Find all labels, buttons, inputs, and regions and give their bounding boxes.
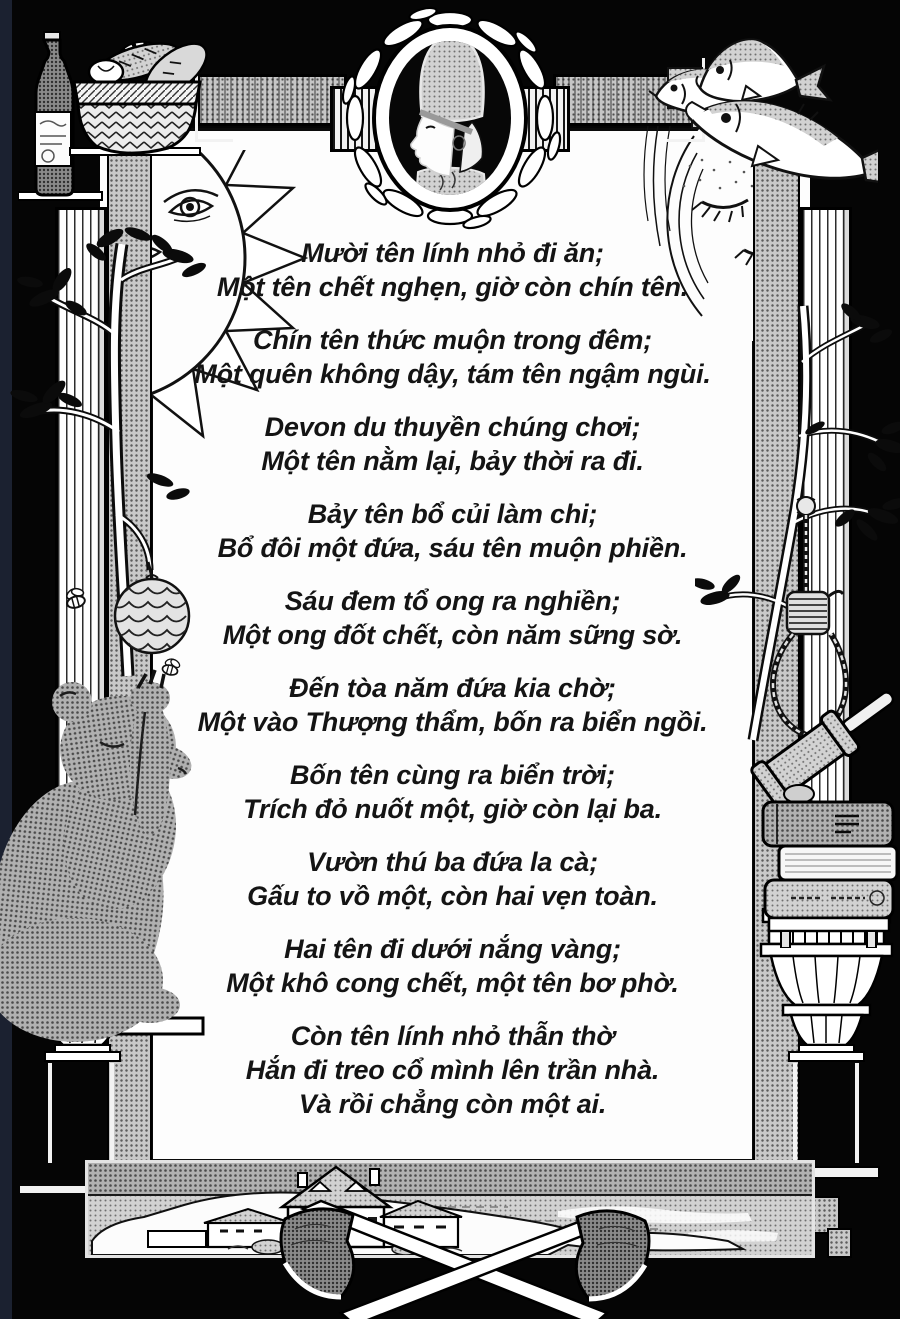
poem-line: Bảy tên bổ củi làm chi; bbox=[307, 499, 598, 529]
bee-icon bbox=[63, 585, 88, 610]
left-pedestal-line bbox=[110, 1063, 114, 1163]
soldier-cameo-icon bbox=[322, 4, 578, 244]
poem-line: Devon du thuyền chúng chơi; bbox=[264, 412, 641, 442]
poem-line: Bổ đôi một đứa, sáu tên muộn phiền. bbox=[217, 533, 688, 563]
poem-line: Bốn tên cùng ra biển trời; bbox=[290, 760, 615, 790]
right-pedestal-line bbox=[793, 1063, 797, 1163]
poem-line: Mười tên lính nhỏ đi ăn; bbox=[301, 238, 604, 268]
poem-line: Còn tên lính nhỏ thẫn thờ bbox=[290, 1021, 615, 1051]
poem-line: Đến tòa năm đứa kia chờ; bbox=[289, 673, 616, 703]
poem-stanza bbox=[170, 323, 735, 391]
poem-line: Hắn đi treo cổ mình lên trần nhà. bbox=[245, 1055, 660, 1085]
gavel-icon bbox=[750, 688, 900, 808]
poem-stanza bbox=[170, 845, 735, 913]
poem-line: Trích đỏ nuốt một, giờ còn lại ba. bbox=[243, 794, 662, 824]
axe-blade-left bbox=[281, 1209, 354, 1297]
crossed-axes-icon bbox=[255, 1185, 675, 1319]
poem-line: Chín tên thức muộn trong đêm; bbox=[253, 325, 652, 355]
poem-line: Gấu to vồ một, còn hai vẹn toàn. bbox=[247, 881, 658, 911]
fish-big bbox=[686, 101, 878, 184]
poem-line: Một quên không dậy, tám tên ngậm ngùi. bbox=[194, 359, 711, 389]
poem-stanza bbox=[170, 497, 735, 565]
poem-stanza bbox=[170, 932, 735, 1000]
poem-text bbox=[170, 236, 735, 1140]
right-pedestal-line bbox=[855, 1063, 859, 1163]
poem-line: Vườn thú ba đứa la cà; bbox=[307, 847, 598, 877]
poem-stanza bbox=[170, 1019, 735, 1121]
left-pedestal-line bbox=[48, 1063, 52, 1163]
axe-blade-right bbox=[576, 1211, 649, 1299]
poem-stanza bbox=[170, 671, 735, 739]
gavel-books-icon bbox=[735, 688, 900, 948]
poem-line: Sáu đem tổ ong ra nghiền; bbox=[284, 586, 621, 616]
basket-body bbox=[78, 104, 196, 153]
poem-line: Một tên chết nghẹn, giờ còn chín tên. bbox=[216, 272, 689, 302]
book-stack bbox=[763, 802, 897, 918]
basket-rim bbox=[74, 82, 200, 104]
bread-roll bbox=[89, 60, 123, 84]
corner-step-3 bbox=[827, 1228, 852, 1258]
fish-pile-icon bbox=[648, 22, 878, 192]
poem-line: Một ong đốt chết, còn năm sững sờ. bbox=[222, 620, 683, 650]
poem-stanza bbox=[170, 584, 735, 652]
fish-top bbox=[696, 39, 830, 101]
poem-stanza bbox=[170, 758, 735, 826]
poem-line: Một vào Thượng thẩm, bốn ra biển ngồi. bbox=[197, 707, 708, 737]
poem-stanza bbox=[170, 236, 735, 304]
bread-basket-icon bbox=[18, 20, 218, 220]
poem-line: Hai tên đi dưới nắng vàng; bbox=[284, 934, 621, 964]
book-shelf bbox=[769, 918, 889, 931]
poem-line: Và rồi chẳng còn một ai. bbox=[298, 1089, 607, 1119]
poem-stanza bbox=[170, 410, 735, 478]
poem-line: Một khô cong chết, một tên bơ phờ. bbox=[226, 968, 679, 998]
poem-line: Một tên nằm lại, bảy thời ra đi. bbox=[261, 446, 644, 476]
